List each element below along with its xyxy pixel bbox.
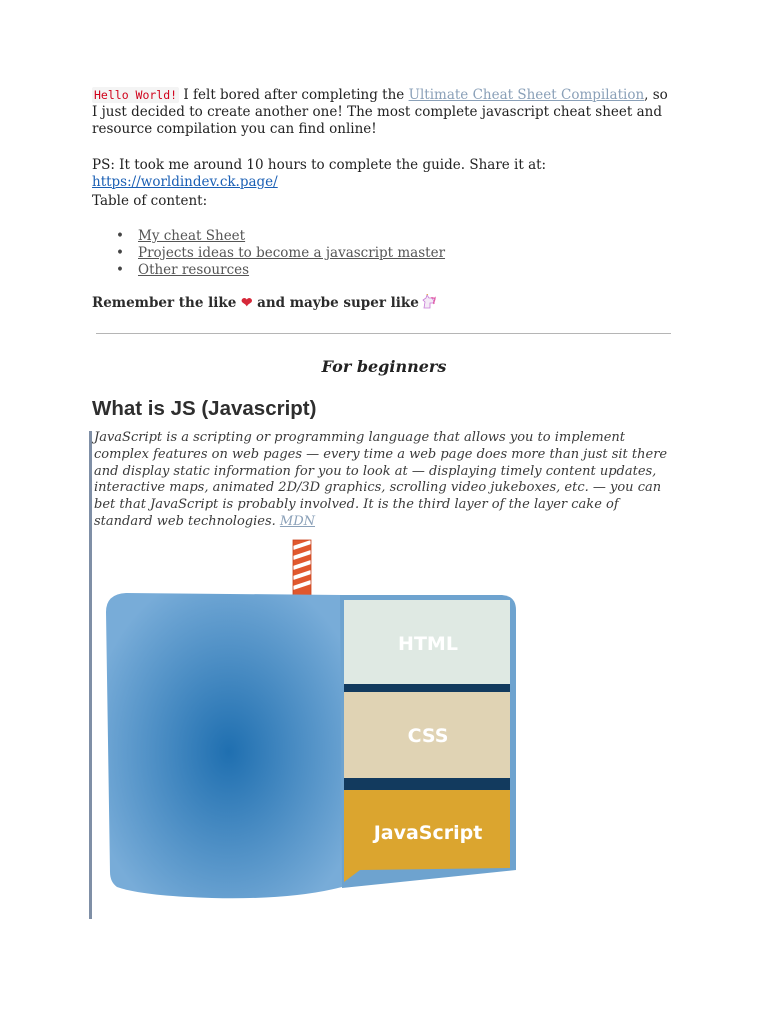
unicorn-icon [421, 294, 437, 314]
list-item [138, 228, 445, 245]
blockquote-bar [89, 431, 92, 919]
worldindev-link[interactable]: https://worldindev.ck.page/ [92, 174, 278, 190]
list-item [138, 245, 445, 262]
html-label: HTML [398, 633, 458, 655]
remember-text-2: and maybe super like [252, 295, 419, 311]
js-definition-quote [94, 430, 680, 531]
toc-link-cheat-sheet[interactable]: My cheat Sheet [138, 228, 246, 244]
heart-icon: ❤ [241, 295, 253, 311]
list-item [138, 262, 445, 279]
section-heading: What is JS (Javascript) [92, 397, 317, 420]
intro-text-1: I felt bored after completing the [179, 87, 409, 103]
toc-link-project-ideas[interactable]: Projects ideas to become a javascript master [138, 245, 446, 261]
candle-icon [293, 540, 311, 596]
toc-link-other-resources[interactable]: Other resources [138, 262, 250, 278]
layer-cake-illustration [102, 532, 522, 907]
toc-list [92, 228, 445, 279]
intro-text-2: , so I just decided to create another one! The most complete javascript cheat sheet and resource compilation you can find online! [92, 87, 668, 137]
toc-heading: Table of content: [92, 193, 208, 209]
divider [96, 333, 671, 334]
section-subtitle: For beginners [321, 357, 447, 376]
remember-text-1: Remember the like [92, 295, 242, 311]
intro-paragraph [92, 87, 677, 138]
remember-line [92, 294, 677, 314]
cake-body [106, 593, 342, 898]
ps-text: PS: It took me around 10 hours to complete the guide. Share it at: [92, 157, 547, 173]
css-label: CSS [407, 725, 449, 747]
quote-text: JavaScript is a scripting or programming language that allows you to implement complex features on web pages — every time a web page does more than just sit there and display static information for you to look at — displaying timely content updates, interactive maps, animated 2D/3D graphics, scrolling video jukeboxes, etc. — you can bet that JavaScript is probably involved. It is the third layer of the layer cake of standard web technologies. [94, 430, 668, 529]
hello-world-code: Hello World! [94, 88, 178, 102]
ps-paragraph [92, 157, 677, 191]
mdn-link[interactable]: MDN [279, 513, 316, 529]
javascript-label: JavaScript [373, 822, 483, 844]
cheat-sheet-compilation-link[interactable]: Ultimate Cheat Sheet Compilation [408, 87, 645, 103]
